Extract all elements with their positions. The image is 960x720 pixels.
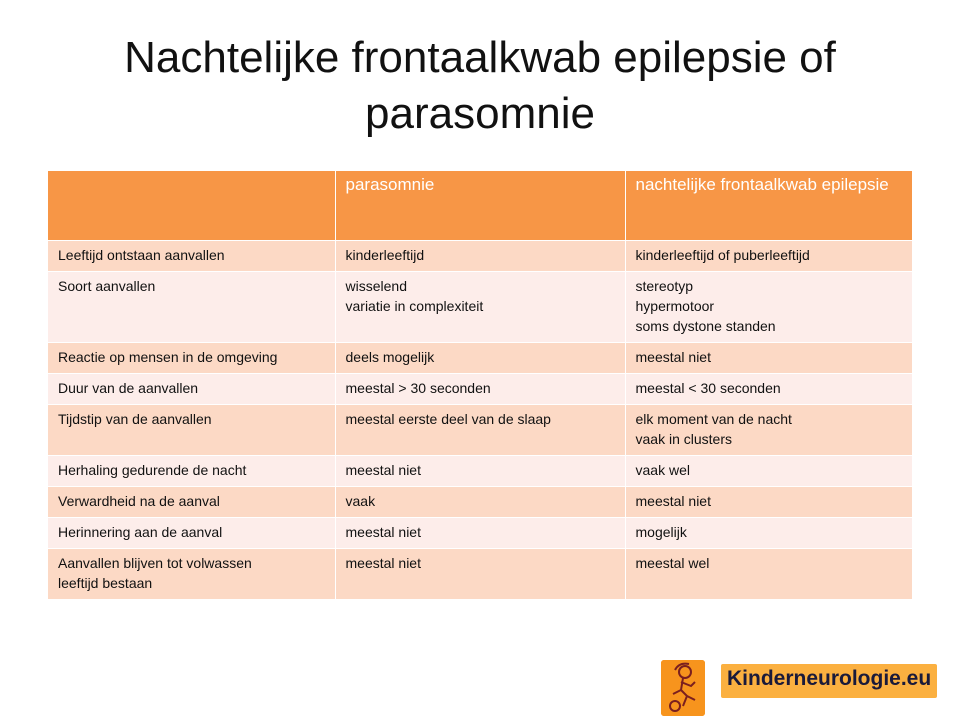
table-row <box>48 518 912 549</box>
cell-text: meestal wel <box>635 555 710 571</box>
parasomnie-cell <box>335 549 625 600</box>
cell-text: Herhaling gedurende de nacht <box>58 462 247 478</box>
header-epilepsie: nachtelijke frontaalkwab epilepsie <box>625 171 912 241</box>
epilepsie-cell <box>625 549 912 600</box>
epilepsie-cell <box>625 343 912 374</box>
cell-text: meestal > 30 seconden <box>345 380 491 396</box>
cell-text: vaak wel <box>635 462 690 478</box>
cell-text: deels mogelijk <box>345 349 435 365</box>
row-label-cell <box>48 518 335 549</box>
epilepsie-cell <box>625 518 912 549</box>
cell-text: vaak <box>345 493 376 509</box>
parasomnie-cell <box>335 405 625 456</box>
row-label-cell <box>48 549 335 600</box>
logo-text: Kinderneurologie.eu <box>721 664 937 698</box>
cell-text: meestal niet <box>345 524 421 540</box>
slide-title <box>40 30 920 142</box>
cell-text: vaak in clusters <box>635 431 732 447</box>
table-header-row <box>48 171 912 241</box>
table-row <box>48 487 912 518</box>
cell-text: meestal niet <box>635 349 711 365</box>
parasomnie-cell <box>335 487 625 518</box>
cell-text: stereotyp <box>635 278 694 294</box>
table-row <box>48 456 912 487</box>
cell-text: soms dystone standen <box>635 318 776 334</box>
parasomnie-cell <box>335 272 625 343</box>
table-row <box>48 374 912 405</box>
cell-text: Tijdstip van de aanvallen <box>58 411 212 427</box>
table-row <box>48 549 912 600</box>
row-label-cell <box>48 405 335 456</box>
cell-text: wisselend <box>345 278 407 294</box>
parasomnie-cell <box>335 241 625 272</box>
epilepsie-cell <box>625 272 912 343</box>
table-row <box>48 241 912 272</box>
epilepsie-cell <box>625 374 912 405</box>
cell-text: variatie in complexiteit <box>345 298 484 314</box>
cell-text: Verwardheid na de aanval <box>58 493 220 509</box>
cell-text: meestal niet <box>635 493 711 509</box>
parasomnie-cell <box>335 374 625 405</box>
cell-text: leeftijd bestaan <box>58 575 153 591</box>
table-row <box>48 405 912 456</box>
cell-text: kinderleeftijd of puberleeftijd <box>635 247 810 263</box>
header-parasomnie: parasomnie <box>335 171 625 241</box>
cell-text: Soort aanvallen <box>58 278 156 294</box>
cell-text: kinderleeftijd <box>345 247 425 263</box>
parasomnie-cell <box>335 343 625 374</box>
row-label-cell <box>48 343 335 374</box>
epilepsie-cell <box>625 487 912 518</box>
cell-text: elk moment van de nacht <box>635 411 792 427</box>
epilepsie-cell <box>625 456 912 487</box>
cell-text: hypermotoor <box>635 298 715 314</box>
cell-text: Reactie op mensen in de omgeving <box>58 349 278 365</box>
cell-text: Leeftijd ontstaan aanvallen <box>58 247 225 263</box>
parasomnie-cell <box>335 518 625 549</box>
cell-text: Aanvallen blijven tot volwassen <box>58 555 252 571</box>
parasomnie-cell <box>335 456 625 487</box>
cell-text: meestal niet <box>345 462 421 478</box>
row-label-cell <box>48 456 335 487</box>
epilepsie-cell <box>625 405 912 456</box>
header-empty-cell <box>48 171 335 241</box>
row-label-cell <box>48 487 335 518</box>
cell-text: Herinnering aan de aanval <box>58 524 223 540</box>
row-label-cell <box>48 241 335 272</box>
epilepsie-cell <box>625 241 912 272</box>
child-figure-icon <box>661 660 705 716</box>
row-label-cell <box>48 374 335 405</box>
row-label-cell <box>48 272 335 343</box>
title-line-2: parasomnie <box>365 89 595 138</box>
cell-text: meestal niet <box>345 555 421 571</box>
comparison-table <box>48 171 913 600</box>
cell-text: meestal eerste deel van de slaap <box>345 411 551 427</box>
table-row <box>48 272 912 343</box>
cell-text: Duur van de aanvallen <box>58 380 199 396</box>
cell-text: mogelijk <box>635 524 687 540</box>
title-line-1: Nachtelijke frontaalkwab epilepsie of <box>124 33 836 82</box>
table-row <box>48 343 912 374</box>
site-logo <box>661 660 932 716</box>
cell-text: meestal < 30 seconden <box>635 380 781 396</box>
